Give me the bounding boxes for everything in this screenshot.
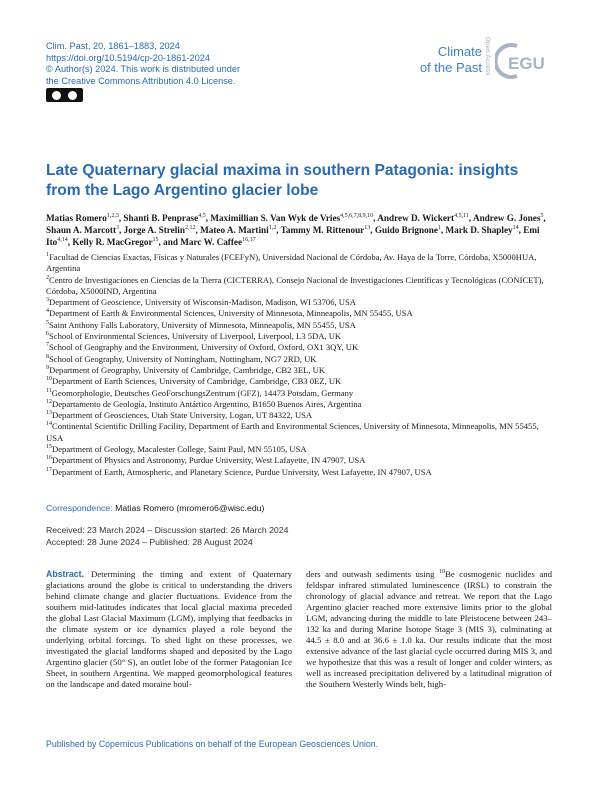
author-affiliation-sup: 15 [152,236,159,243]
affiliation-text: School of Geography and the Environment, University of Oxford, Oxford, OX1 3QY, UK [49,342,359,353]
affiliation-item [46,421,551,444]
author-name: Andrew G. Jones [472,213,541,223]
open-access-label: Open Access [484,37,490,76]
affiliation-number: 13 [46,410,52,417]
affiliation-number: 16 [46,455,52,462]
affiliation-text: Department of Geoscience, University of Wisconsin-Madison, Madison, WI 53706, USA [49,297,356,308]
affiliation-text: Continental Scientific Drilling Facility, Department of Earth and Environmental Sciences, University of Minnesota, Minneapolis, MN 55455, USA [46,421,539,443]
journal-name [420,44,482,76]
abstract-label: Abstract. [46,569,84,579]
affiliation-item [46,399,551,410]
affiliation-number: 5 [46,319,49,326]
author-affiliation-sup: 4,5 [198,212,206,219]
author-name: Shaun A. Marcott [46,225,117,235]
author-affiliation-sup: 1 [437,224,441,231]
publication-dates [46,524,288,548]
citation-line: Clim. Past, 20, 1861–1883, 2024 [46,41,180,51]
affiliation-text: Geomorphologie, Deutsches GeoForschungsZentrum (GFZ), 14473 Potsdam, Germany [51,387,354,398]
publisher-footer: Published by Copernicus Publications on behalf of the European Geosciences Union. [46,739,379,749]
abstract-text: ders and outwash sediments using [306,569,440,579]
affiliation-text: Departamento de Geología, Instituto Antártico Argentino, B1650 Buenos Aires, Argentina [52,398,362,409]
affiliation-item [46,342,551,353]
affiliation-text: Department of Geosciences, Utah State University, Logan, UT 84322, USA [52,410,313,421]
svg-text:EGU: EGU [508,54,545,73]
abstract-text: Determining the timing and extent of Quaternary glaciations around the globe is critical to understanding the drivers behind climate change and glacier fluctuations. Evidence from the southern mid-latitudes indicates that local glacial maxima preceded the global Last Glacial Maximum (LGM), implying that feedbacks in the climate system or ice dynamics played a role beyond the underlying orbital forcings. To shed light on these processes, we investigated the glacial landforms shaped and deposited by the Lago Argentino glacier (50° S), an outlet lobe of the former Patagonian Ice Sheet, in southern Argentina. We mapped geomorphological features on the landscape and dated moraine boul- [46,569,292,689]
affiliation-item [46,388,551,399]
affiliation-number: 9 [46,365,49,372]
affiliation-item [46,455,551,466]
affiliation-number: 4 [46,308,49,315]
correspondence-text[interactable]: Matias Romero (mromero6@wisc.edu) [115,503,265,513]
affiliation-item [46,331,551,342]
affiliation-list [46,252,551,478]
affiliation-text: Department of Earth, Atmospheric, and Planetary Science, Purdue University, West Lafayette, IN 47907, USA [52,466,432,477]
author-affiliation-sup: 4,5,11 [454,212,469,219]
affiliation-item [46,410,551,421]
author-affiliation-sup: 16,17 [242,236,256,243]
author-name: Matias Romero [46,213,107,223]
author-name: Mateo A. Martini [200,225,269,235]
dates-line: Received: 23 March 2024 – Discussion started: 26 March 2024 [46,525,289,535]
affiliation-item [46,308,551,319]
author-affiliation-sup: 1,2,3 [106,212,119,219]
affiliation-item [46,467,551,478]
paper-title: Late Quaternary glacial maxima in southern Patagonia: insights from the Lago Argentino glacier lobe [46,162,519,199]
author-affiliation-sup: 3 [116,224,120,231]
affiliation-item [46,275,551,298]
affiliation-text: Department of Earth & Environmental Sciences, University of Minnesota, Minneapolis, MN 55455, USA [49,308,413,319]
affiliation-number: 1 [46,252,49,259]
author-affiliation-sup: 4,14 [57,236,68,243]
affiliation-number: 12 [46,399,52,405]
affiliation-item [46,297,551,308]
author-affiliation-sup: 2,12 [184,224,196,231]
correspondence-label: Correspondence: [46,503,113,513]
author-affiliation-sup: 1,2 [268,224,277,231]
affiliation-number: 3 [46,297,49,304]
affiliation-item [46,444,551,455]
affiliation-number: 15 [46,444,52,451]
affiliation-number: 10 [46,376,52,383]
journal-name-line: of the Past [419,60,482,75]
author-name: Kelly R. MacGregor [72,237,153,247]
affiliation-item [46,365,551,376]
affiliation-item [46,252,551,275]
author-name: Shanti B. Penprase [123,213,199,223]
affiliation-text: Department of Physics and Astronomy, Purdue University, West Lafayette, IN 47907, USA [52,455,366,466]
affiliation-number: 7 [46,342,49,349]
affiliation-number: 6 [46,331,49,338]
affiliation-text: Department of Geology, Macalester College, Saint Paul, MN 55105, USA [52,444,307,455]
cc-by-license-icon[interactable] [46,88,83,102]
author-list: Matias Romero$^{1,2,3}$, Shanti B. Penprase$^{4,5}$, Maximillian S. Van Wyk de Vries$^{4,5,6,7,8,9,10}$, Andrew D. Wickert$^{4,5,11}$, Andrew G. Jones$^5$, Shaun A. Marcott$^3$, Jorge A. Strelin$^{2,12}$, Mateo A. Martini$^{1,2}$, Tammy M. Rittenour$^{13}$, Guido Brignone$^1$, Mark D. Shapley$^{14}$, Emi Ito$^{4,14}$, Kelly R. MacGregor$^{15}$, and Marc W. Caffee$^{16,17}$ [46,212,546,247]
journal-name-line: Climate [437,44,482,59]
abstract-column-left [46,569,292,689]
affiliation-text: Saint Anthony Falls Laboratory, University of Minnesota, Minneapolis, MN 55455, USA [49,319,356,330]
author-name: Emi Ito [46,225,540,247]
author-affiliation-sup: 14 [512,224,519,231]
citation-line: © Author(s) 2024. This work is distributed under [46,64,241,74]
citation-block [46,41,240,87]
egu-logo-icon [495,40,551,82]
affiliation-text: Department of Earth Sciences, University of Cambridge, Cambridge, CB3 0EZ, UK [52,376,342,387]
affiliation-text: School of Geography, University of Nottingham, Nottingham, NG7 2RD, UK [49,353,317,364]
affiliation-number: 2 [46,274,49,281]
author-name: Mark D. Shapley [445,225,513,235]
author-name: Marc W. Caffee [180,237,243,247]
affiliation-item [46,354,551,365]
author-name: Maximillian S. Van Wyk de Vries [210,213,341,223]
affiliation-number: 8 [46,353,49,360]
author-affiliation-sup: 13 [364,224,371,231]
author-affiliation-sup: 5 [540,212,544,219]
author-affiliation-sup: 4,5,6,7,8,9,10 [340,212,374,219]
abstract-text: Be cosmogenic nuclides and feldspar infrared stimulated luminescence (IRSL) to constrain the chronology of glacial advance and retreat. We report that the Lago Argentino glacier reached more extensive limits prior to the global LGM, advancing during the middle to late Pleistocene between 243–132 ka and during Marine Isotope Stage 3 (MIS 3), culminating at 44.5 ± 8.0 and at 36.6 ± 1.0 ka. Our results indicate that the most extensive advance of the last glacial cycle occurred during MIS 3, and we hypothesize that this was a result of longer and colder winters, as well as increased precipitation delivered by a latitudinal migration of the Southern Westerly Winds belt, high- [306,569,552,689]
affiliation-text: Facultad de Ciencias Exactas, Físicas y Naturales (FCEFyN), Universidad Nacional de Córdoba, Av. Haya de la Torre, Córdoba, X5000HUA, Argentina [46,252,537,274]
affiliation-item [46,320,551,331]
dates-line: Accepted: 28 June 2024 – Published: 28 August 2024 [46,537,253,547]
affiliation-text: School of Environmental Sciences, University of Liverpool, Liverpool, L3 5DA, UK [49,331,342,342]
affiliation-text: Centro de Investigaciones en Ciencias de la Tierra (CICTERRA), Consejo Nacional de Investigaciones Científicas y Tecnológicas (CONICET), Córdoba, X5000IND, Argentina [46,274,544,296]
affiliation-number: 14 [46,421,52,428]
author-name: Jorge A. Strelin [123,225,185,235]
affiliation-text: Department of Geography, University of Cambridge, Cambridge, CB2 3EL, UK [49,364,326,375]
affiliation-item [46,376,551,387]
isotope-superscript: 10 [439,569,446,576]
author-name: Tammy M. Rittenour [280,225,365,235]
doi-link[interactable]: https://doi.org/10.5194/cp-20-1861-2024 [46,52,210,63]
affiliation-number: 17 [46,466,52,473]
affiliation-number: 11 [46,387,52,394]
author-name: Guido Brignone [374,225,438,235]
license-link[interactable]: the Creative Commons Attribution 4.0 License. [46,75,236,86]
abstract-column-right [306,569,552,689]
author-name: Andrew D. Wickert [377,213,455,223]
correspondence [46,503,264,513]
